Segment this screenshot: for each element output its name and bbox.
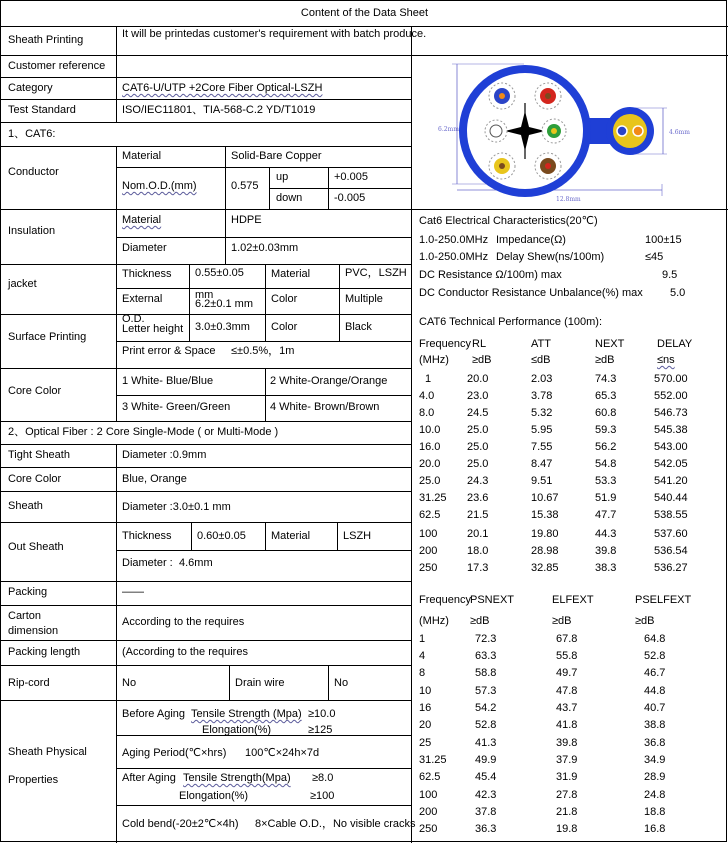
before-aging-label: Before Aging	[122, 708, 185, 720]
nom-od-value: 0.575	[231, 180, 259, 192]
jacket-material-value: PVC，LSZH	[345, 267, 407, 279]
tensile-before-label: Tensile Strength (Mpa)	[191, 708, 302, 720]
after-aging-label: After Aging	[122, 772, 176, 784]
performance-header: ATT	[531, 338, 551, 350]
performance-value: 9.51	[531, 475, 553, 487]
performance-value: 20.0	[467, 373, 489, 385]
twisted-pair-1	[489, 83, 515, 109]
electrical-parameter: Delay Shew(ns/100m)	[496, 251, 605, 263]
fiber-core-color-label: Core Color	[8, 473, 62, 485]
crosstalk-value: 18.8	[644, 806, 666, 818]
crosstalk-value: 36.8	[644, 737, 666, 749]
performance-frequency: 16.0	[419, 441, 441, 453]
performance-unit: ≥dB	[595, 354, 615, 366]
insulation-diameter-value: 1.02±0.03mm	[231, 242, 299, 254]
ripcord-value: No	[122, 677, 137, 689]
performance-header: Frequency	[419, 338, 471, 350]
performance-value: 39.8	[595, 545, 617, 557]
performance-value: 24.5	[467, 407, 489, 419]
insulation-material-label: Material	[122, 214, 162, 226]
print-error-label: Print error & Space	[122, 345, 216, 357]
out-thickness-value: 0.60±0.05	[197, 530, 246, 542]
crosstalk-value: 67.8	[556, 633, 578, 645]
crosstalk-header: ELFEXT	[552, 594, 594, 606]
crosstalk-frequency: 20	[419, 719, 432, 731]
crosstalk-value: 47.8	[556, 685, 578, 697]
tight-sheath-label: Tight Sheath	[8, 449, 70, 461]
jacket-color-value: Multiple	[345, 293, 383, 305]
crosstalk-frequency: 200	[419, 806, 438, 818]
conductor-material-value: Solid-Bare Copper	[231, 150, 322, 162]
ripcord-label: Rip-cord	[8, 677, 50, 689]
tolerance-up-label: up	[276, 171, 289, 183]
crosstalk-value: 39.8	[556, 737, 578, 749]
crosstalk-value: 49.7	[556, 667, 578, 679]
fiber-orange	[633, 126, 643, 136]
electrical-range: 1.0-250.0MHz	[419, 251, 489, 263]
crosstalk-value: 55.8	[556, 650, 578, 662]
performance-unit: ≤dB	[531, 354, 551, 366]
performance-value: 570.00	[654, 373, 688, 385]
cat6-section-label: 1、CAT6:	[8, 128, 56, 140]
print-error-value: ≤±0.5%，1m	[231, 345, 295, 357]
packing-length-value: (According to the requires	[122, 646, 248, 658]
tolerance-down-value: -0.005	[334, 192, 366, 204]
performance-value: 540.44	[654, 492, 688, 504]
crosstalk-frequency: 100	[419, 789, 438, 801]
crosstalk-value: 58.8	[475, 667, 497, 679]
performance-value: 32.85	[531, 562, 559, 574]
electrical-parameter: DC Conductor Resistance Unbalance(%) max	[419, 287, 643, 299]
fiber-section-label: 2、Optical Fiber : 2 Core Single-Mode ( or Multi-Mode )	[8, 426, 279, 438]
crosstalk-value: 16.8	[644, 823, 666, 835]
performance-value: 538.55	[654, 509, 688, 521]
tolerance-down-label: down	[276, 192, 303, 204]
customer-reference-label: Customer reference	[8, 60, 106, 72]
performance-value: 541.20	[654, 475, 688, 487]
crosstalk-value: 37.9	[556, 754, 578, 766]
aging-period-label: Aging Period(℃×hrs)	[122, 747, 227, 759]
performance-frequency: 8.0	[419, 407, 435, 419]
performance-value: 21.5	[467, 509, 489, 521]
crosstalk-value: 57.3	[475, 685, 497, 697]
tensile-after-label: Tensile Strength(Mpa)	[183, 772, 291, 784]
drain-wire-value: No	[334, 677, 349, 689]
performance-frequency: 200	[419, 545, 438, 557]
crosstalk-unit: ≥dB	[470, 615, 490, 627]
performance-value: 25.0	[467, 458, 489, 470]
performance-value: 65.3	[595, 390, 617, 402]
crosstalk-value: 27.8	[556, 789, 578, 801]
sheath-printing-value: It will be printedas customer's requirement with batch produce.	[122, 28, 427, 40]
crosstalk-value: 72.3	[475, 633, 497, 645]
performance-value: 8.47	[531, 458, 553, 470]
cold-bend-label: Cold bend(-20±2℃×4h)	[122, 818, 239, 830]
crosstalk-value: 44.8	[644, 685, 666, 697]
performance-value: 24.3	[467, 475, 489, 487]
letter-height-value: 3.0±0.3mm	[195, 321, 250, 333]
performance-value: 47.7	[595, 509, 617, 521]
crosstalk-frequency: 25	[419, 737, 432, 749]
performance-value: 25.0	[467, 424, 489, 436]
packing-value: ——	[122, 586, 144, 598]
crosstalk-value: 49.9	[475, 754, 497, 766]
crosstalk-unit: ≥dB	[635, 615, 655, 627]
jacket-od-value: 6.2±0.1 mm	[195, 298, 254, 310]
crosstalk-frequency: 8	[419, 667, 426, 679]
fiber-sheath-value: Diameter :3.0±0.1 mm	[122, 501, 231, 513]
cable-cross-section-drawing	[412, 56, 727, 208]
crosstalk-value: 36.3	[475, 823, 497, 835]
crosstalk-value: 31.9	[556, 771, 578, 783]
fiber-blue	[617, 126, 627, 136]
performance-value: 74.3	[595, 373, 617, 385]
crosstalk-header: PSELFEXT	[635, 594, 692, 606]
tensile-after-value: ≥8.0	[312, 772, 334, 784]
sheath-printing-label: Sheath Printing	[8, 34, 84, 46]
crosstalk-value: 52.8	[644, 650, 666, 662]
electrical-parameter: DC Resistance Ω/100m) max	[419, 269, 562, 281]
elongation-after-value: ≥100	[310, 790, 335, 802]
pair-1-color: 1 White- Blue/Blue	[122, 375, 214, 387]
nom-od-label: Nom.O.D.(mm)	[122, 180, 197, 192]
out-material-label: Material	[271, 530, 311, 542]
performance-value: 56.2	[595, 441, 617, 453]
twisted-pair-3	[489, 153, 515, 179]
category-value: CAT6-U/UTP +2Core Fiber Optical-LSZH	[122, 82, 323, 94]
tight-sheath-value: Diameter :0.9mm	[122, 449, 207, 461]
page-title: Content of the Data Sheet	[300, 7, 429, 19]
dim-label-right: 4.6mm	[669, 129, 690, 136]
dim-label-left: 6.2mm	[438, 126, 459, 133]
elongation-after-label: Elongation(%)	[179, 790, 249, 802]
conductor-material-label: Material	[122, 150, 162, 162]
performance-value: 28.98	[531, 545, 559, 557]
crosstalk-value: 41.3	[475, 737, 497, 749]
conductor-label: Conductor	[8, 166, 59, 178]
performance-value: 25.0	[467, 441, 489, 453]
performance-value: 10.67	[531, 492, 559, 504]
twisted-pair-5	[485, 120, 507, 142]
performance-value: 60.8	[595, 407, 617, 419]
fiber-core-color-value: Blue, Orange	[122, 473, 187, 485]
jacket-label: jacket	[8, 278, 37, 290]
fiber-sheath-label: Sheath	[8, 500, 43, 512]
electrical-value: 100±15	[645, 234, 682, 246]
performance-header: RL	[472, 338, 487, 350]
crosstalk-frequency: 1	[419, 633, 426, 645]
out-diameter-value: 4.6mm	[179, 557, 213, 569]
dim-label-bottom: 12.8mm	[556, 196, 581, 203]
packing-length-label: Packing length	[8, 646, 81, 658]
carton-label-line1: Carton	[8, 610, 42, 622]
elongation-before-value: ≥125	[308, 724, 333, 736]
performance-value: 38.3	[595, 562, 617, 574]
crosstalk-unit: (MHz)	[419, 615, 449, 627]
crosstalk-value: 40.7	[644, 702, 666, 714]
performance-frequency: 1	[425, 373, 432, 385]
performance-unit: ≥dB	[472, 354, 492, 366]
electrical-value: ≤45	[645, 251, 664, 263]
jacket-color-label: Color	[271, 293, 298, 305]
performance-title: CAT6 Technical Performance (100m):	[419, 316, 602, 328]
performance-value: 545.38	[654, 424, 688, 436]
test-standard-label: Test Standard	[8, 104, 76, 116]
crosstalk-frequency: 4	[419, 650, 426, 662]
crosstalk-value: 52.8	[475, 719, 497, 731]
jacket-od-unit: mm	[195, 289, 214, 301]
pair-3-color: 3 White- Green/Green	[122, 401, 231, 413]
performance-frequency: 25.0	[419, 475, 441, 487]
performance-value: 19.80	[531, 528, 559, 540]
performance-value: 536.54	[654, 545, 688, 557]
performance-value: 543.00	[654, 441, 688, 453]
jacket-material-label: Material	[271, 268, 311, 280]
twisted-pair-2	[535, 83, 561, 109]
crosstalk-value: 24.8	[644, 789, 666, 801]
crosstalk-value: 37.8	[475, 806, 497, 818]
electrical-parameter: Impedance(Ω)	[496, 234, 566, 246]
performance-value: 18.0	[467, 545, 489, 557]
performance-value: 20.1	[467, 528, 489, 540]
tolerance-up-value: +0.005	[334, 171, 368, 183]
crosstalk-value: 28.9	[644, 771, 666, 783]
performance-value: 15.38	[531, 509, 559, 521]
crosstalk-frequency: 16	[419, 702, 432, 714]
crosstalk-frequency: 31.25	[419, 754, 447, 766]
aging-period-value: 100℃×24h×7d	[245, 747, 320, 759]
insulation-material-value: HDPE	[231, 214, 262, 226]
jacket-thickness-label: Thickness	[122, 268, 172, 280]
performance-value: 537.60	[654, 528, 688, 540]
packing-label: Packing	[8, 586, 48, 598]
out-diameter-label: Diameter :	[122, 557, 173, 569]
twisted-pair-6	[542, 119, 566, 143]
out-sheath-label: Out Sheath	[8, 541, 64, 553]
performance-header: NEXT	[595, 338, 625, 350]
performance-header: DELAY	[657, 338, 693, 350]
physical-label-line1: Sheath Physical	[8, 746, 87, 758]
crosstalk-value: 21.8	[556, 806, 578, 818]
printing-color-label: Color	[271, 321, 298, 333]
pair-4-color: 4 White- Brown/Brown	[270, 401, 380, 413]
performance-value: 2.03	[531, 373, 553, 385]
performance-value: 536.27	[654, 562, 688, 574]
performance-value: 5.32	[531, 407, 553, 419]
crosstalk-frequency: 10	[419, 685, 432, 697]
crosstalk-value: 46.7	[644, 667, 666, 679]
surface-printing-label: Surface Printing	[8, 331, 87, 343]
carton-value: According to the requires	[122, 616, 245, 628]
tensile-before-value: ≥10.0	[308, 708, 336, 720]
crosstalk-value: 43.7	[556, 702, 578, 714]
pair-2-color: 2 White-Orange/Orange	[270, 375, 388, 387]
electrical-range: 1.0-250.0MHz	[419, 234, 489, 246]
crosstalk-unit: ≥dB	[552, 615, 572, 627]
performance-frequency: 4.0	[419, 390, 435, 402]
test-standard-value: ISO/IEC11801、TIA-568-C.2 YD/T1019	[122, 104, 316, 116]
crosstalk-value: 19.8	[556, 823, 578, 835]
performance-value: 552.00	[654, 390, 688, 402]
performance-frequency: 20.0	[419, 458, 441, 470]
performance-value: 17.3	[467, 562, 489, 574]
out-thickness-label: Thickness	[122, 530, 172, 542]
crosstalk-value: 41.8	[556, 719, 578, 731]
crosstalk-frequency: 62.5	[419, 771, 441, 783]
crosstalk-value: 54.2	[475, 702, 497, 714]
crosstalk-value: 38.8	[644, 719, 666, 731]
electrical-value: 5.0	[670, 287, 686, 299]
insulation-diameter-label: Diameter	[122, 242, 167, 254]
cold-bend-value: 8×Cable O.D.，No visible cracks	[255, 818, 416, 830]
crosstalk-header: Frequency	[419, 594, 471, 606]
performance-frequency: 250	[419, 562, 438, 574]
performance-value: 53.3	[595, 475, 617, 487]
drain-wire-label: Drain wire	[235, 677, 285, 689]
jacket-thickness-value: 0.55±0.05	[195, 267, 244, 279]
electrical-value: 9.5	[662, 269, 678, 281]
electrical-title: Cat6 Electrical Characteristics(20℃)	[419, 215, 598, 227]
performance-frequency: 31.25	[419, 492, 447, 504]
jacket-external-label: External	[122, 293, 163, 305]
crosstalk-value: 42.3	[475, 789, 497, 801]
insulation-label: Insulation	[8, 225, 56, 237]
performance-unit: (MHz)	[419, 354, 449, 366]
elongation-before-label: Elongation(%)	[202, 724, 272, 736]
carton-label-line2: dimension	[8, 625, 59, 637]
performance-value: 3.78	[531, 390, 553, 402]
letter-height-label: Letter height	[122, 323, 184, 335]
performance-value: 59.3	[595, 424, 617, 436]
performance-value: 51.9	[595, 492, 617, 504]
crosstalk-frequency: 250	[419, 823, 438, 835]
performance-value: 542.05	[654, 458, 688, 470]
crosstalk-value: 45.4	[475, 771, 497, 783]
printing-color-value: Black	[345, 321, 372, 333]
physical-label-line2: Properties	[8, 774, 59, 786]
twisted-pair-4	[535, 153, 561, 179]
performance-value: 546.73	[654, 407, 688, 419]
performance-unit: ≤ns	[657, 354, 675, 366]
crosstalk-header: PSNEXT	[470, 594, 515, 606]
crosstalk-value: 34.9	[644, 754, 666, 766]
performance-frequency: 62.5	[419, 509, 441, 521]
performance-frequency: 100	[419, 528, 438, 540]
performance-value: 23.6	[467, 492, 489, 504]
performance-value: 23.0	[467, 390, 489, 402]
performance-value: 44.3	[595, 528, 617, 540]
crosstalk-value: 64.8	[644, 633, 666, 645]
performance-frequency: 10.0	[419, 424, 441, 436]
category-label: Category	[8, 82, 53, 94]
crosstalk-value: 63.3	[475, 650, 497, 662]
jacket-od-label: O.D.	[122, 313, 145, 325]
performance-value: 5.95	[531, 424, 553, 436]
performance-value: 54.8	[595, 458, 617, 470]
performance-value: 7.55	[531, 441, 553, 453]
core-color-label: Core Color	[8, 385, 62, 397]
out-material-value: LSZH	[343, 530, 372, 542]
